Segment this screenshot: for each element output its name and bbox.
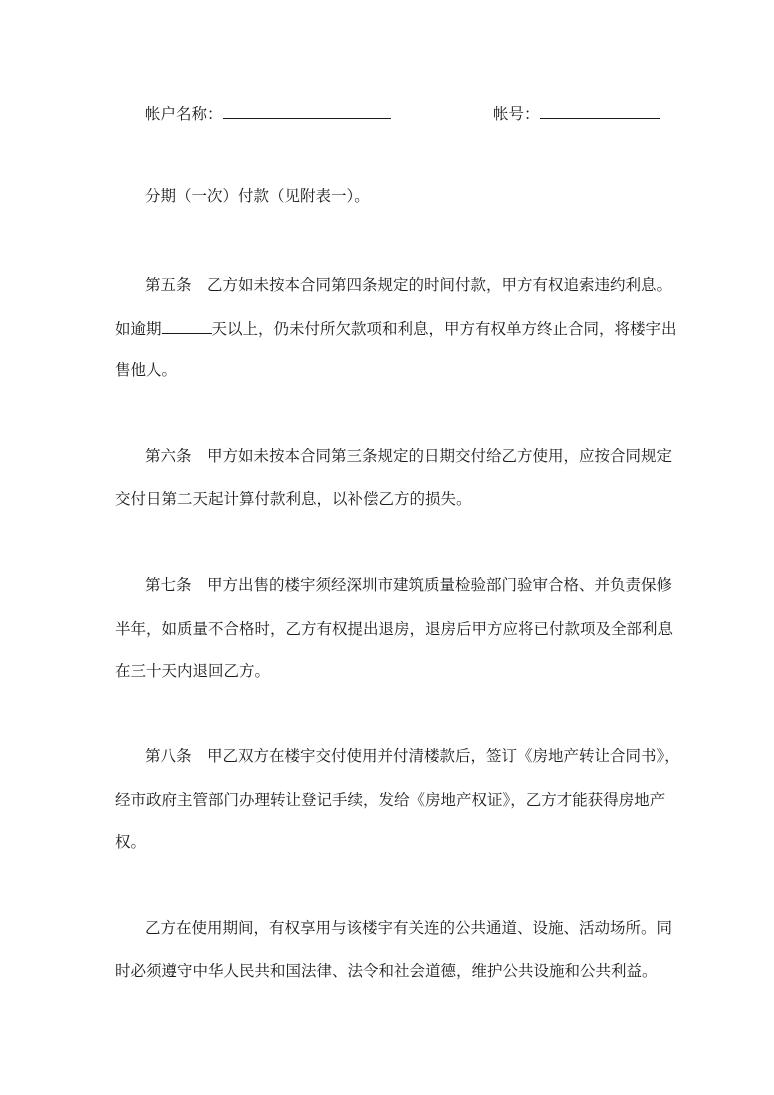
- overdue-days-blank: [162, 318, 212, 334]
- article7-line1: 第七条 甲方出售的楼宇须经深圳市建筑质量检验部门验审合格、并负责保修: [145, 576, 673, 594]
- usage-line1: 乙方在使用期间，有权享用与该楼宇有关连的公共通道、设施、活动场所。同: [145, 919, 673, 937]
- account-number-row: [493, 103, 660, 124]
- article8-line3: 权。: [115, 833, 147, 851]
- article8-line2: 经市政府主管部门办理转让登记手续，发给《房地产权证》，乙方才能获得房地产: [115, 791, 666, 809]
- installment-text: 分期（一次）付款（见附表一）。: [145, 187, 370, 205]
- account-number-blank: [540, 103, 660, 119]
- article5-overdue-suffix: 天以上，仍未付所欠款项和利息，甲方有权单方终止合同，将楼宇出: [211, 320, 677, 338]
- article6-line2: 交付日第二天起计算付款利息，以补偿乙方的损失。: [115, 490, 472, 508]
- article7-line3: 在三十天内退回乙方。: [115, 662, 271, 680]
- account-name-blank: [223, 103, 391, 119]
- article5-line3: 售他人。: [115, 361, 178, 379]
- article5-overdue-prefix: 如逾期: [115, 320, 162, 338]
- article5-line1: 第五条 乙方如未按本合同第四条规定的时间付款，甲方有权追索违约利息。: [145, 276, 673, 294]
- usage-line2: 时必须遵守中华人民共和国法律、法令和社会道德，维护公共设施和公共利益。: [115, 962, 658, 980]
- article8-line1: 第八条 甲乙双方在楼宇交付使用并付清楼款后，签订《房地产转让合同书》，: [145, 747, 680, 765]
- article6-line1: 第六条 甲方如未按本合同第三条规定的日期交付给乙方使用，应按合同规定: [145, 447, 673, 465]
- account-name-row: [145, 103, 405, 124]
- article7-line2: 半年，如质量不合格时，乙方有权提出退房，退房后甲方应将已付款项及全部利息: [115, 620, 674, 638]
- account-name-label: 帐户名称：: [145, 105, 223, 123]
- account-number-label: 帐号：: [493, 105, 540, 123]
- article5-line2: [115, 318, 677, 339]
